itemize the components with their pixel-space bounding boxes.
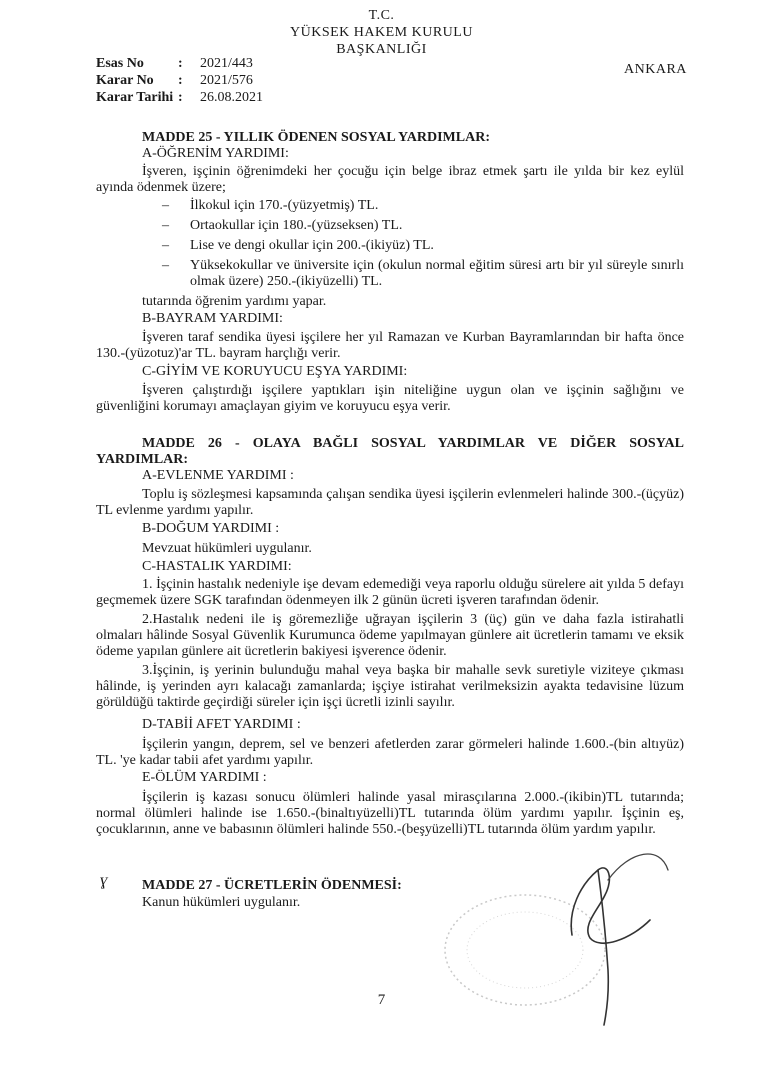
m25-b-heading: B-BAYRAM YARDIMI: [142,311,283,326]
city-name: ANKARA [624,62,687,77]
tarih-row [96,89,263,106]
m25-a-text: İşveren, işçinin öğrenimdeki her çocuğu için belge ibraz etmek şartı ile yılda bir kez eylül ayında ödenmek üzere; [96,164,684,195]
header-institution: YÜKSEK HAKEM KURULU [290,25,473,40]
tarih-colon: : [178,90,183,105]
header-presidency: BAŞKANLIĞI [336,42,427,57]
esas-row [96,55,263,72]
m26-c-item-1: 1. İşçinin hastalık nedeniyle işe devam edemediği veya raporlu olduğu sürelere ait yılda 5 defayı geçmemek üzere SGK tarafından ödenmeyen ilk 2 günün ücreti işveren tarafından ödenir. [96,577,684,608]
m26-e-text: İşçilerin iş kazası sonucu ölümleri halinde yasal mirasçılarına 2.000.-(ikibin)TL tutarında; normal ölümleri halinde ise 1.650.-(binaltıyüzelli)TL tutarında ölüm yardımı yapılır. İşçinin eş, çocuklarının, anne ve babasının ölümleri halinde 550.-(beşyüzelli)TL tutarında ölüm yardım yapılır. [96,790,684,837]
page-number: 7 [377,992,386,1008]
esas-label: Esas No [96,56,144,71]
m25-a-item-1 [162,198,684,214]
m27-text: Kanun hükümleri uygulanır. [142,895,301,910]
margin-handwritten-mark: ɣ [100,872,108,889]
case-meta [96,55,263,106]
m26-a-text: Toplu iş sözleşmesi kapsamında çalışan sendika üyesi işçilerin evlenmeleri halinde 300.-(üçyüz) TL evlenme yardımı yapılır. [96,487,684,518]
madde-27-title: MADDE 27 - ÜCRETLERİN ÖDENMESİ: [142,878,402,893]
bullet-dash: – [162,198,169,213]
m26-a-heading: A-EVLENME YARDIMI : [142,468,294,483]
m26-d-text: İşçilerin yangın, deprem, sel ve benzeri afetlerden zarar görmeleri halinde 1.600.-(bin altıyüz) TL. 'ye kadar tabii afet yardımı yapılır. [96,737,684,768]
m25-c-heading: C-GİYİM VE KORUYUCU EŞYA YARDIMI: [142,364,408,379]
esas-colon: : [178,56,183,71]
item-text: Yüksekokullar ve üniversite için (okulun normal eğitim süresi artı bir yıl süreyle sınırlı olmak üzere) 250.-(ikiyüzelli) TL. [190,258,684,289]
m25-a-item-2 [162,218,684,234]
m26-d-heading: D-TABİİ AFET YARDIMI : [142,717,301,732]
m25-b-text: İşveren taraf sendika üyesi işçilere her yıl Ramazan ve Kurban Bayramlarından bir hafta önce 130.-(yüzotuz)'ar TL. bayram harçlığı verir. [96,330,684,361]
bullet-dash: – [162,238,169,253]
m26-c-item-3: 3.İşçinin, iş yerinin bulunduğu mahal veya başka bir mahalle sevk suretiyle viziteye çıkması hâlinde, iş yerinden ayrı kalacağı zamanlarda; işçiye istirahat verilmeksizin ayakta tedavisine lüzum görüldüğü taktirde geçirdiği süreler için işçi ücretli izinli sayılır. [96,663,684,710]
karar-value: 2021/576 [200,73,253,88]
m25-a-after: tutarında öğrenim yardımı yapar. [142,294,327,309]
m25-a-item-4 [162,258,684,290]
item-text: İlkokul için 170.-(yüzyetmiş) TL. [190,198,379,213]
bullet-dash: – [162,218,169,233]
m25-a-item-3 [162,238,684,254]
m26-e-heading: E-ÖLÜM YARDIMI : [142,770,267,785]
karar-row [96,72,263,89]
bullet-dash: – [162,258,169,273]
m26-b-heading: B-DOĞUM YARDIMI : [142,521,280,536]
karar-label: Karar No [96,73,154,88]
m26-c-heading: C-HASTALIK YARDIMI: [142,559,292,574]
header-tc: T.C. [368,8,395,23]
tarih-label: Karar Tarihi [96,90,174,105]
m25-a-heading: A-ÖĞRENİM YARDIMI: [142,146,289,161]
m25-c-text: İşveren çalıştırdığı işçilere yaptıkları işin niteliğine uygun olan ve işçinin sağlığını ve güvenliğini korumayı amaçlayan giyim ve koruyucu eşya verir. [96,383,684,414]
karar-colon: : [178,73,183,88]
m26-c-item-2: 2.Hastalık nedeni ile iş göremezliğe uğrayan işçilerin 3 (üç) gün ve daha fazla istirahatli olmaları hâlinde Sosyal Güvenlik Kurumunca ödeme yapılmayan günlere ait ücretlerin tamamı ve eksik ödeme yapılan günlere ait ücretlerin bakiyesi işverence ödenir. [96,612,684,659]
tarih-value: 26.08.2021 [200,90,263,105]
item-text: Lise ve dengi okullar için 200.-(ikiyüz) TL. [190,238,434,253]
m26-b-text: Mevzuat hükümleri uygulanır. [142,541,312,556]
madde-25-title: MADDE 25 - YILLIK ÖDENEN SOSYAL YARDIMLAR: [142,130,490,145]
item-text: Ortaokullar için 180.-(yüzseksen) TL. [190,218,403,233]
esas-value: 2021/443 [200,56,253,71]
madde-26-title: MADDE 26 - OLAYA BAĞLI SOSYAL YARDIMLAR VE DİĞER SOSYAL YARDIMLAR: [96,436,684,467]
